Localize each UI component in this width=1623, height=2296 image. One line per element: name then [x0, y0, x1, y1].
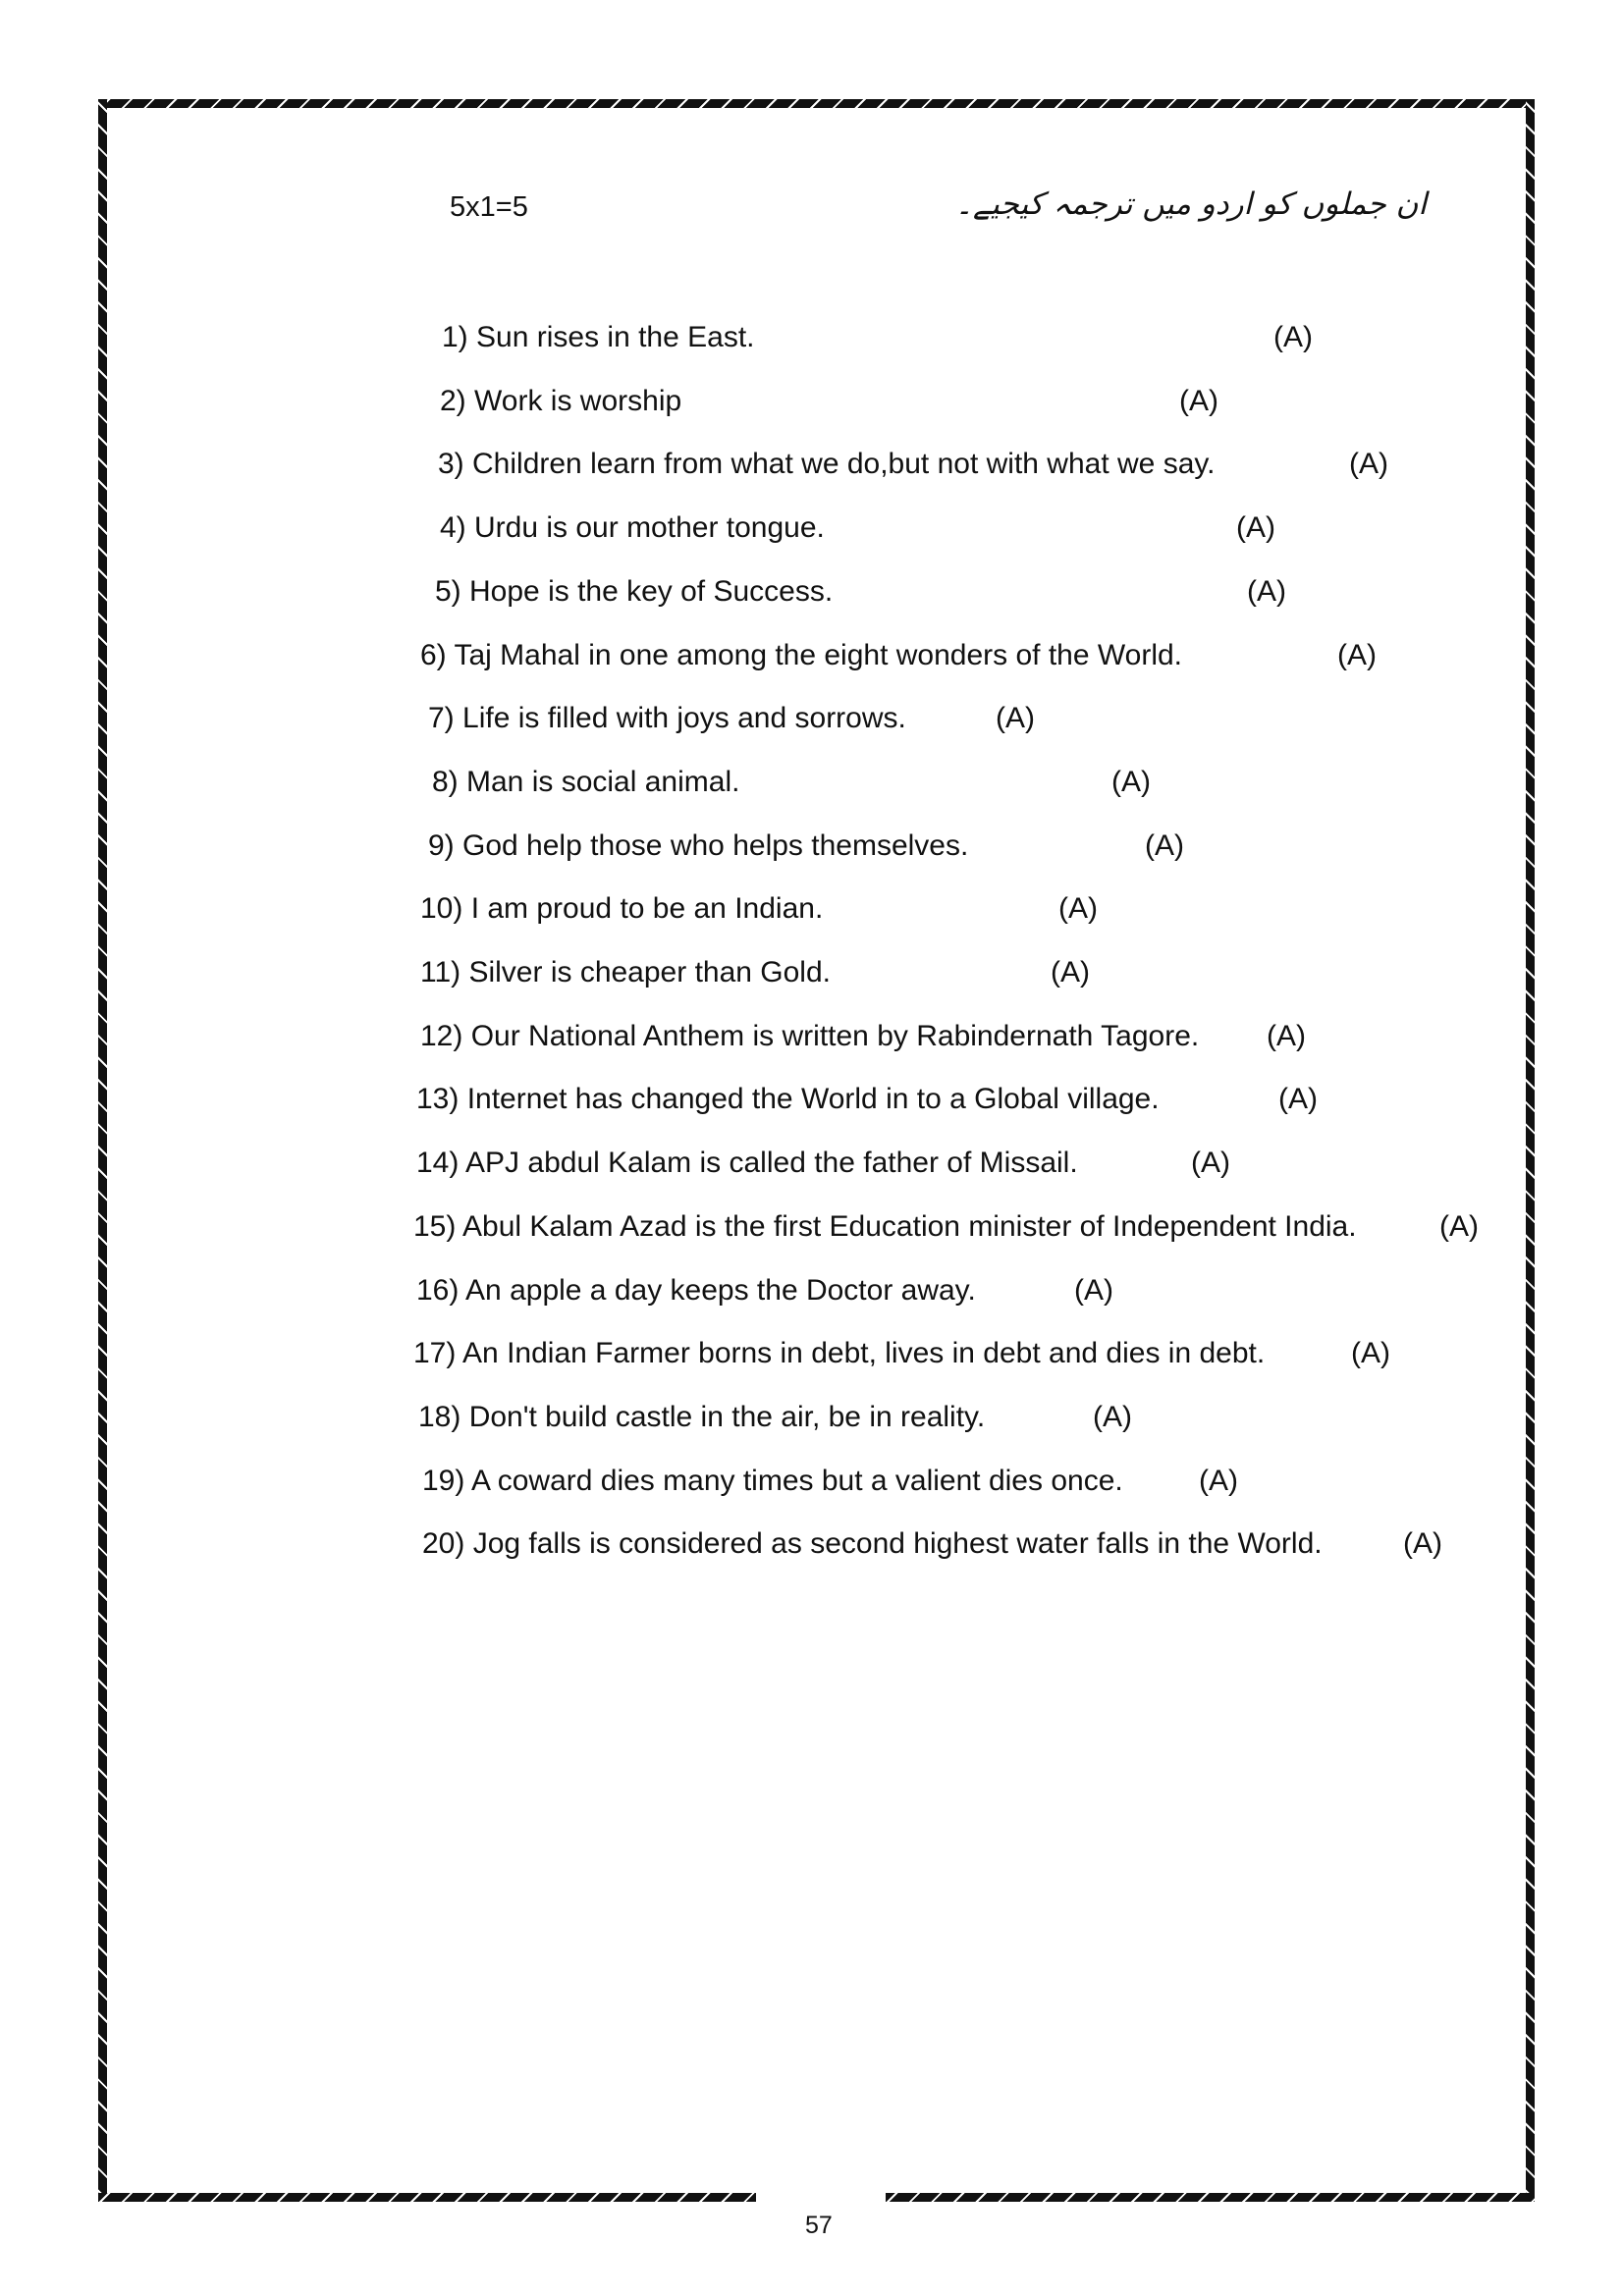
sentence-mark: (A) — [1236, 511, 1275, 545]
sentence-mark: (A) — [1145, 828, 1184, 862]
page-number: 57 — [805, 2212, 833, 2239]
sentence-item: 20) Jog falls is considered as second highest water falls in the World. — [422, 1527, 1323, 1561]
sentence-item: 16) An apple a day keeps the Doctor away. — [416, 1273, 976, 1307]
sentence-mark: (A) — [1351, 1337, 1390, 1370]
sentence-item: 2) Work is worship — [440, 384, 682, 417]
sentence-mark: (A) — [1439, 1209, 1479, 1243]
sentence-mark: (A) — [1058, 892, 1098, 926]
sentence-mark: (A) — [996, 702, 1035, 735]
sentence-mark: (A) — [1051, 956, 1090, 988]
sentence-mark: (A) — [1337, 638, 1377, 671]
sentence-mark: (A) — [1267, 1019, 1306, 1052]
page-border-bottom-right — [886, 2193, 1535, 2202]
sentence-mark: (A) — [1074, 1273, 1113, 1307]
sentence-item: 10) I am proud to be an Indian. — [420, 892, 824, 926]
sentence-item: 13) Internet has changed the World in to a Global village. — [416, 1083, 1160, 1116]
instruction-heading: ان جملوں کو اردو میں ترجمہ کیجیے۔ — [954, 187, 1427, 222]
sentence-item: 8) Man is social animal. — [432, 765, 740, 798]
page-border-bottom-left — [98, 2193, 756, 2202]
page-border-top — [98, 99, 1535, 108]
page-border-right — [1526, 99, 1535, 2202]
sentence-item: 6) Taj Mahal in one among the eight wonders of the World. — [420, 638, 1183, 671]
sentence-mark: (A) — [1247, 574, 1286, 608]
sentence-item: 9) God help those who helps themselves. — [428, 828, 969, 862]
sentence-item: 4) Urdu is our mother tongue. — [440, 511, 825, 545]
sentence-item: 17) An Indian Farmer borns in debt, lives in debt and dies in debt. — [413, 1337, 1266, 1370]
sentence-item: 14) APJ abdul Kalam is called the father of Missail. — [416, 1147, 1078, 1180]
sentence-mark: (A) — [1111, 765, 1151, 798]
sentence-item: 5) Hope is the key of Success. — [435, 574, 834, 608]
sentence-item: 18) Don't build castle in the air, be in reality. — [418, 1400, 986, 1433]
sentence-item: 11) Silver is cheaper than Gold. — [420, 956, 831, 988]
sentence-item: 7) Life is filled with joys and sorrows. — [428, 702, 906, 735]
sentence-mark: (A) — [1349, 448, 1388, 481]
sentence-item: 15) Abul Kalam Azad is the first Education minister of Independent India. — [413, 1209, 1357, 1243]
sentence-item: 1) Sun rises in the East. — [442, 321, 755, 353]
sentence-item: 12) Our National Anthem is written by Rabindernath Tagore. — [420, 1019, 1200, 1052]
sentence-item: 19) A coward dies many times but a valient dies once. — [422, 1464, 1123, 1497]
page-border-left — [98, 99, 107, 2202]
sentence-mark: (A) — [1199, 1464, 1238, 1497]
sentence-mark: (A) — [1093, 1400, 1132, 1433]
sentence-mark: (A) — [1278, 1083, 1318, 1116]
sentence-item: 3) Children learn from what we do,but not with what we say. — [438, 448, 1216, 481]
sentence-mark: (A) — [1273, 321, 1313, 353]
sentence-mark: (A) — [1191, 1147, 1230, 1180]
sentence-mark: (A) — [1403, 1527, 1442, 1561]
sentence-mark: (A) — [1179, 384, 1218, 417]
marks-allocation: 5x1=5 — [450, 191, 528, 223]
